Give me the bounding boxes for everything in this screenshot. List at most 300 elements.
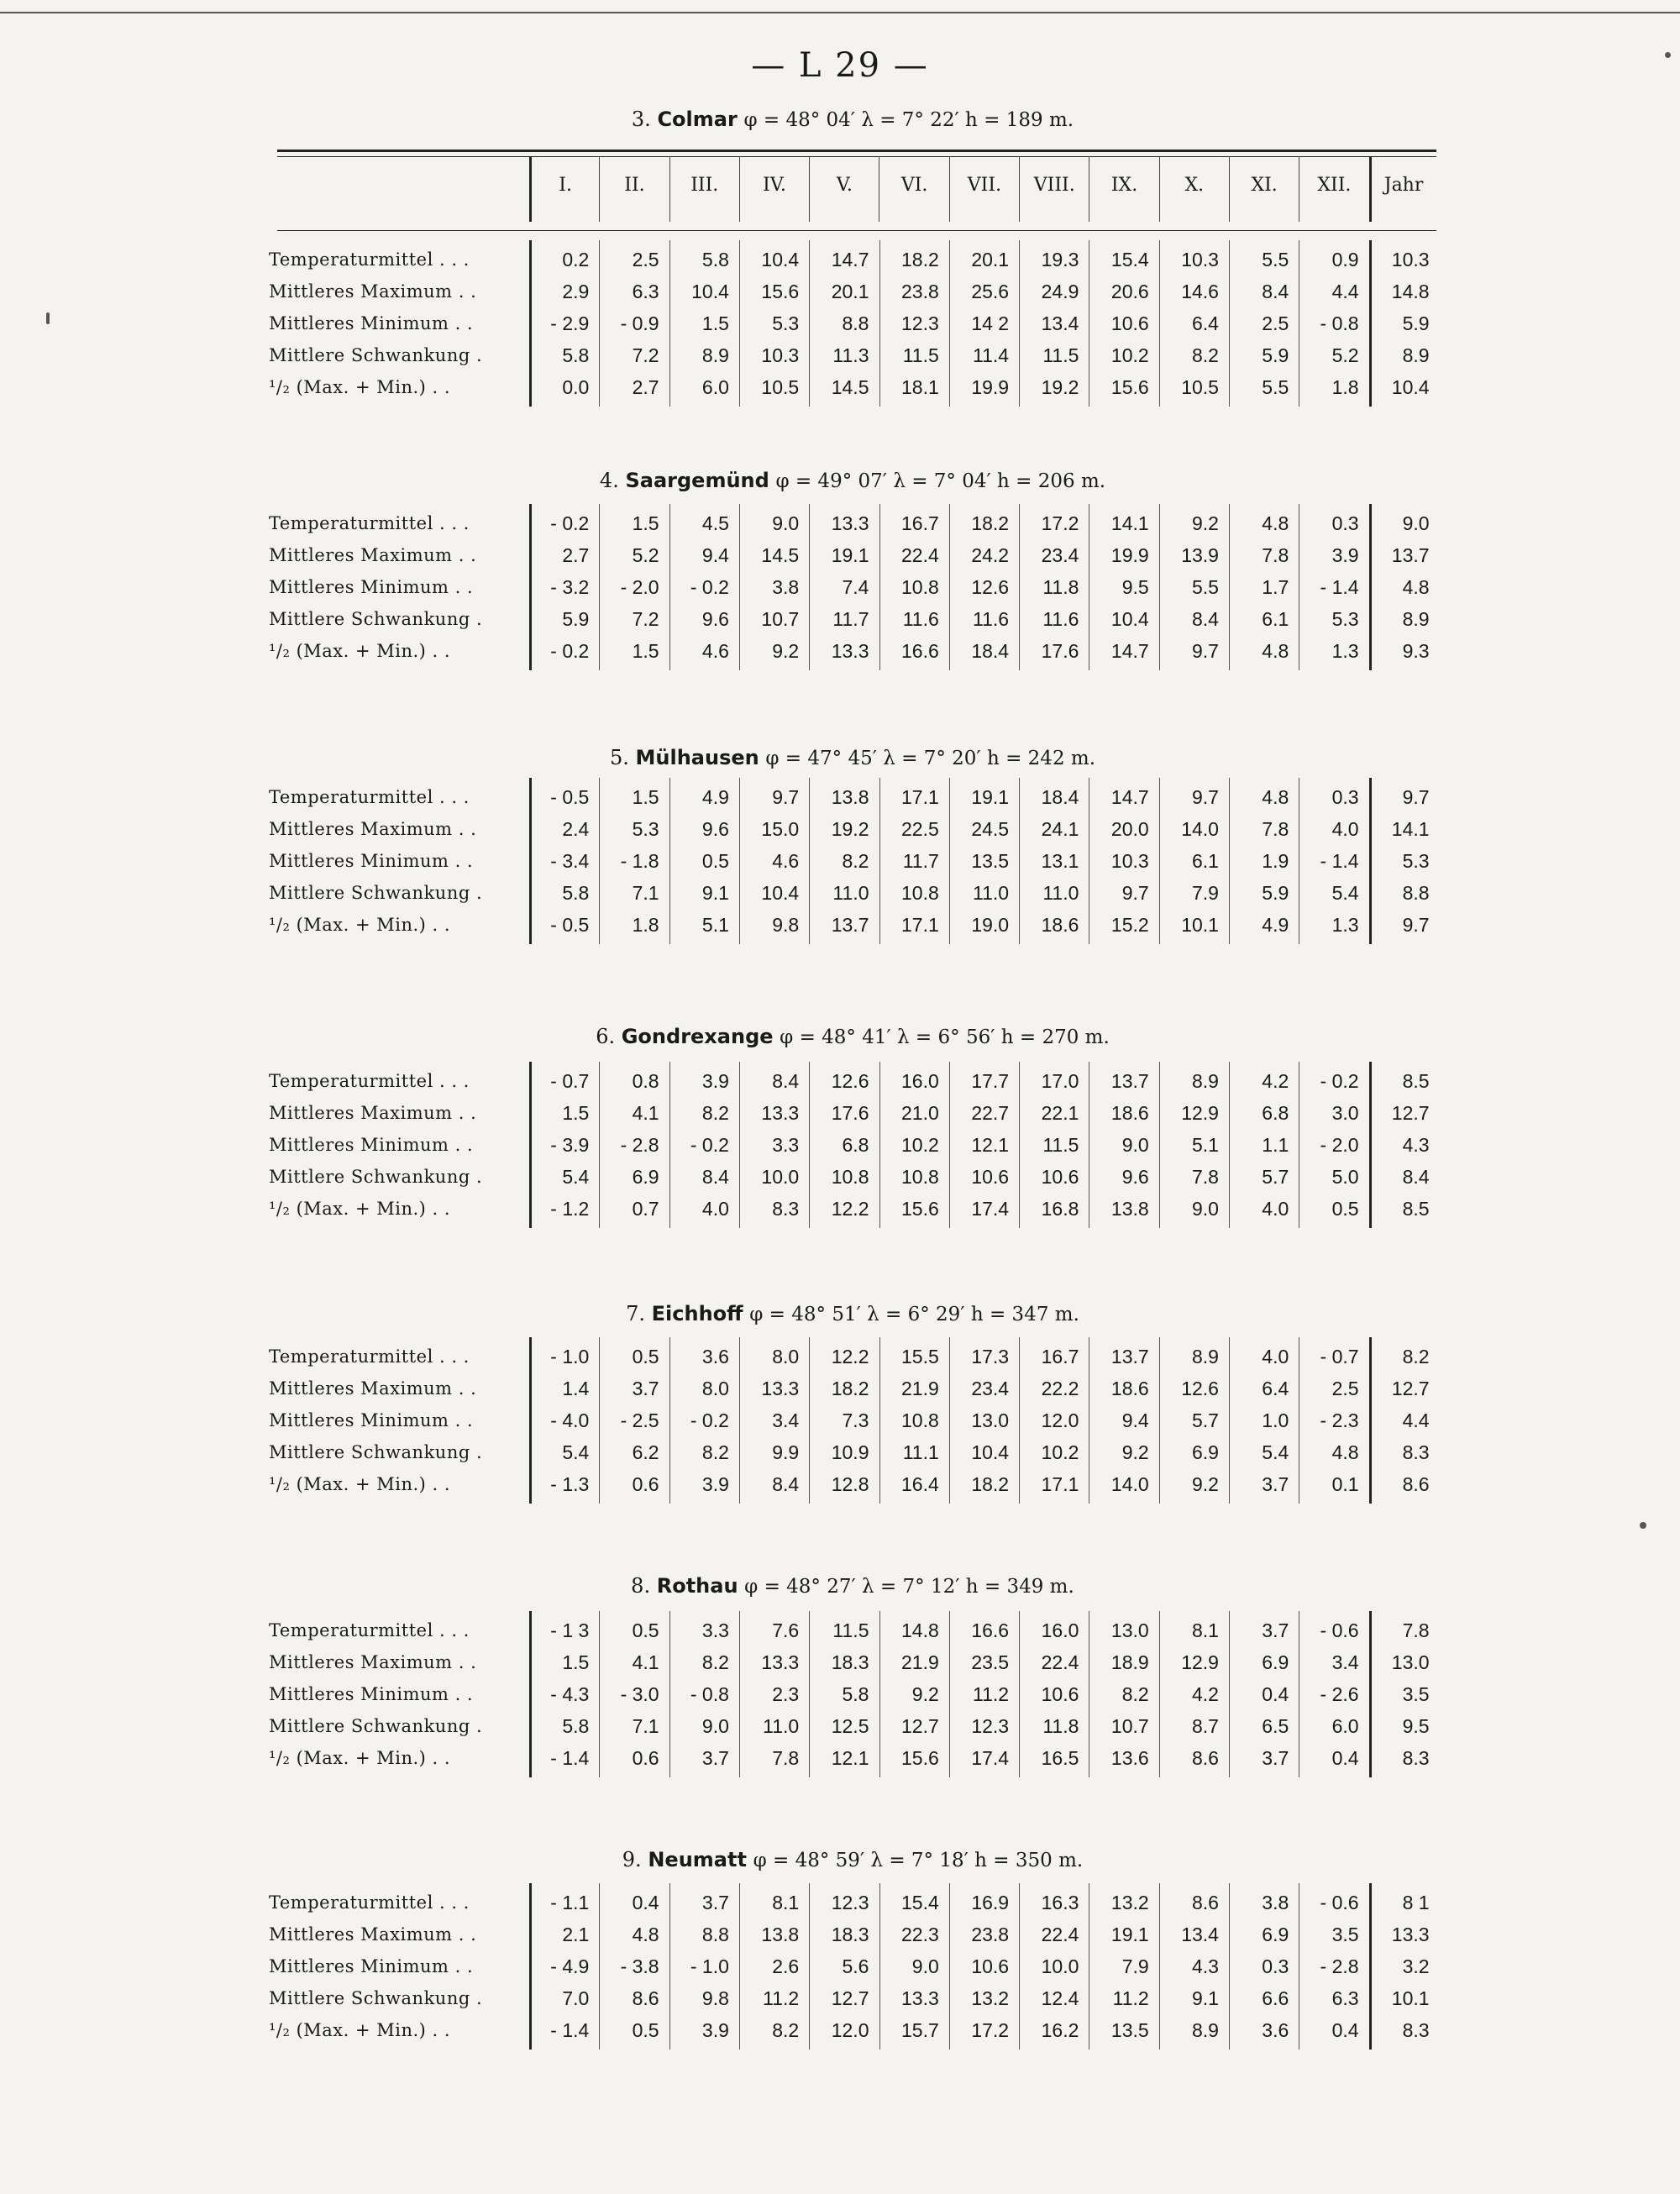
month-value-cell: 0.5 [632,2018,659,2041]
column-rule [1229,778,1230,944]
month-value-cell: 9.2 [772,639,800,662]
month-value-cell: 14.0 [1181,817,1219,840]
month-value-cell: 6.6 [1262,1987,1289,2009]
table-row [269,507,1445,539]
month-value-cell: 8.4 [1262,280,1289,302]
month-value-cell: 11.5 [832,1619,869,1641]
table-row [269,1982,1445,2014]
month-value-cell: 5.8 [701,248,729,270]
month-value-cell: 9.1 [701,881,729,904]
month-value-cell: 18.6 [1110,1101,1149,1124]
month-value-cell: - 0.2 [690,1133,729,1156]
month-value-cell: 4.0 [1262,1197,1289,1220]
station-section-rothau [269,1574,1436,1826]
year-value-cell: 8.9 [1402,607,1430,630]
month-value-cell: - 2.8 [1320,1955,1359,1977]
column-rule [669,1062,670,1228]
month-value-cell: 4.0 [1331,817,1359,840]
month-value-cell: 0.6 [632,1746,659,1769]
column-rule [1369,778,1372,944]
month-value-cell: 0.9 [1331,248,1359,270]
month-value-cell: - 3.8 [620,1955,659,1977]
column-rule [669,778,670,944]
month-header: III. [669,156,739,222]
month-value-cell: 9.8 [772,913,800,936]
row-label: Temperaturmittel . . . [269,1346,470,1367]
column-rule [739,1883,740,2050]
month-value-cell: 12.3 [831,1891,869,1913]
month-value-cell: 16.7 [901,512,939,534]
month-value-cell: 3.8 [772,575,800,598]
month-value-cell: 3.7 [632,1377,659,1399]
year-value-cell: 8.6 [1402,1472,1430,1495]
year-value-cell: 9.5 [1402,1714,1430,1737]
month-value-cell: - 0.2 [550,639,590,662]
month-value-cell: 10.4 [971,1441,1010,1463]
column-rule [739,504,740,670]
month-value-cell: 25.6 [971,280,1010,302]
month-value-cell: 2.1 [562,1923,590,1945]
column-rule [949,1337,950,1504]
data-table [269,781,1445,941]
month-value-cell: 10.2 [1041,1441,1079,1463]
month-value-cell: 6.5 [1262,1714,1289,1737]
column-rule [809,1883,810,2050]
section-title [269,1848,1436,1871]
month-value-cell: 5.9 [1262,344,1289,366]
column-rule [1369,1062,1372,1228]
month-value-cell: 12.6 [971,575,1010,598]
month-value-cell: 17.1 [901,913,939,936]
row-label: ¹/₂ (Max. + Min.) . . [269,377,451,397]
month-value-cell: 16.5 [1041,1746,1079,1769]
month-value-cell: 10.8 [831,1165,869,1188]
row-label: Temperaturmittel . . . [269,1620,470,1640]
month-value-cell: 20.6 [1110,280,1149,302]
year-value-cell: 5.3 [1402,849,1430,872]
column-rule [949,778,950,944]
month-value-cell: 11.5 [1042,344,1079,366]
month-value-cell: 9.0 [772,512,800,534]
month-value-cell: 10.3 [1181,248,1219,270]
table-row [269,307,1445,339]
month-value-cell: 1.3 [1331,639,1359,662]
month-value-cell: 17.6 [1041,639,1079,662]
row-label: Temperaturmittel . . . [269,1071,470,1091]
month-value-cell: 22.4 [1041,1923,1079,1945]
station-section-colmar [269,108,1436,427]
month-value-cell: 11.4 [973,344,1010,366]
month-value-cell: 12.7 [901,1714,939,1737]
month-value-cell: 12.1 [971,1133,1010,1156]
year-value-cell: 4.8 [1402,575,1430,598]
month-value-cell: 1.5 [632,785,659,808]
month-value-cell: 7.2 [632,344,659,366]
column-rule [739,778,740,944]
column-rule [739,1062,740,1228]
month-header: IV. [739,156,809,222]
month-value-cell: 11.0 [973,881,1010,904]
row-label: Mittleres Maximum . . [269,1924,477,1945]
table-row [269,1341,1445,1373]
month-value-cell: 18.6 [1110,1377,1149,1399]
month-value-cell: 11.6 [973,607,1010,630]
month-value-cell: 2.7 [632,375,659,398]
year-value-cell: 8.3 [1402,1441,1430,1463]
month-value-cell: - 2.6 [1320,1682,1359,1705]
month-value-cell: 14.6 [1181,280,1219,302]
month-value-cell: 11.7 [902,849,939,872]
month-value-cell: 14.1 [1110,512,1149,534]
month-value-cell: 8.1 [772,1891,800,1913]
table-row [269,1646,1445,1678]
data-table [269,1065,1445,1225]
month-value-cell: 16.0 [1041,1619,1079,1641]
table-row [269,1742,1445,1774]
month-value-cell: - 1.4 [550,2018,590,2041]
month-value-cell: 11.0 [1042,881,1079,904]
month-value-cell: - 4.0 [550,1409,590,1431]
month-value-cell: 13.8 [1110,1197,1149,1220]
year-value-cell: 3.2 [1402,1955,1430,1977]
month-header: IX. [1089,156,1158,222]
column-rule [809,504,810,670]
station-section-muelhausen [269,746,1436,998]
year-value-cell: 13.3 [1391,1923,1430,1945]
month-value-cell: 13.3 [831,639,869,662]
month-value-cell: - 4.9 [550,1955,590,1977]
month-value-cell: 15.4 [1110,248,1149,270]
month-value-cell: 24.2 [971,543,1010,566]
month-value-cell: 1.1 [1262,1133,1289,1156]
month-value-cell: 15.0 [761,817,800,840]
month-value-cell: 7.2 [632,607,659,630]
row-label: Mittleres Minimum . . [269,1956,474,1976]
scan-speck [46,312,50,324]
month-value-cell: 13.2 [971,1987,1010,2009]
month-value-cell: 2.7 [562,543,590,566]
month-value-cell: 12.2 [831,1197,869,1220]
month-value-cell: 5.3 [772,312,800,334]
month-value-cell: - 2.5 [620,1409,659,1431]
station-name: Colmar [657,108,738,131]
month-value-cell: 17.2 [971,2018,1010,2041]
month-value-cell: 6.8 [1262,1101,1289,1124]
month-value-cell: 3.6 [701,1345,729,1367]
month-value-cell: 19.2 [1041,375,1079,398]
row-label: ¹/₂ (Max. + Min.) . . [269,1748,451,1768]
month-value-cell: 6.2 [632,1441,659,1463]
column-rule [669,1883,670,2050]
month-value-cell: 0.4 [1331,2018,1359,2041]
month-value-cell: 23.5 [971,1651,1010,1673]
month-value-cell: 11.7 [832,607,869,630]
month-value-cell: 22.5 [901,817,939,840]
column-rule [879,1611,880,1777]
month-value-cell: 12.1 [831,1746,869,1769]
table-row [269,1436,1445,1468]
month-value-cell: 4.9 [1262,913,1289,936]
station-section-saargemuend [269,469,1436,721]
month-value-cell: 18.3 [831,1651,869,1673]
month-value-cell: 7.8 [1191,1165,1219,1188]
month-value-cell: 5.0 [1331,1165,1359,1188]
table-row [269,635,1445,667]
table-row [269,1161,1445,1193]
month-value-cell: 11.2 [1112,1987,1149,2009]
month-value-cell: 7.0 [562,1987,590,2009]
station-coordinates: φ = 48° 51′ λ = 6° 29′ h = 347 m. [749,1304,1079,1325]
month-value-cell: 10.8 [901,881,939,904]
month-value-cell: 13.4 [1041,312,1079,334]
month-value-cell: - 0.6 [1320,1619,1359,1641]
month-value-cell: 11.8 [1042,575,1079,598]
month-value-cell: 23.8 [901,280,939,302]
page-number: — L 29 — [751,46,929,85]
month-value-cell: 19.1 [971,785,1010,808]
column-rule [809,240,810,407]
month-value-cell: 1.5 [701,312,729,334]
month-value-cell: 10.6 [971,1165,1010,1188]
month-value-cell: 5.4 [1262,1441,1289,1463]
month-value-cell: - 1 3 [550,1619,590,1641]
month-value-cell: 5.5 [1191,575,1219,598]
month-value-cell: 11.3 [832,344,869,366]
column-rule [599,1337,600,1504]
column-rule [1229,1337,1230,1504]
month-value-cell: 12.0 [1041,1409,1079,1431]
month-value-cell: - 1.4 [550,1746,590,1769]
month-value-cell: 9.2 [1191,512,1219,534]
year-value-cell: 13.0 [1391,1651,1430,1673]
row-label: Mittlere Schwankung . [269,1988,483,2008]
month-value-cell: 3.9 [701,1069,729,1092]
year-value-cell: 3.5 [1402,1682,1430,1705]
month-value-cell: 9.0 [701,1714,729,1737]
month-value-cell: 22.2 [1041,1377,1079,1399]
month-value-cell: 9.7 [1191,639,1219,662]
month-value-cell: 12.3 [971,1714,1010,1737]
month-value-cell: 10.5 [761,375,800,398]
section-number: 8. [631,1574,651,1598]
month-value-cell: 5.4 [1331,881,1359,904]
month-value-cell: - 2.9 [550,312,590,334]
station-section-gondrexange [269,1025,1436,1277]
month-value-cell: 22.4 [901,543,939,566]
month-value-cell: 4.0 [701,1197,729,1220]
month-value-cell: 17.7 [971,1069,1010,1092]
month-value-cell: 9.9 [772,1441,800,1463]
month-value-cell: 10.8 [901,575,939,598]
table-row [269,1097,1445,1129]
month-value-cell: 12.6 [1181,1377,1219,1399]
column-rule [599,778,600,944]
table-row [269,877,1445,909]
station-coordinates: φ = 49° 07′ λ = 7° 04′ h = 206 m. [775,470,1106,492]
column-rule [1229,1883,1230,2050]
month-value-cell: - 0.7 [1320,1345,1359,1367]
section-number: 7. [626,1302,646,1325]
month-value-cell: 16.8 [1041,1197,1079,1220]
column-rule [599,1062,600,1228]
month-value-cell: 7.8 [1262,543,1289,566]
month-value-cell: - 2.0 [620,575,659,598]
column-rule [1159,1883,1160,2050]
month-value-cell: 9.6 [1121,1165,1149,1188]
month-value-cell: 6.1 [1262,607,1289,630]
column-rule [879,1883,880,2050]
station-name: Saargemünd [625,469,769,492]
month-value-cell: 7.1 [632,1714,659,1737]
month-header: V. [809,156,879,222]
month-value-cell: 7.9 [1191,881,1219,904]
month-value-cell: 15.6 [761,280,800,302]
column-rule [879,240,880,407]
month-value-cell: 11.6 [1042,607,1079,630]
month-value-cell: 14.5 [761,543,800,566]
month-value-cell: - 1.2 [550,1197,590,1220]
month-value-cell: 7.8 [772,1746,800,1769]
column-rule [809,1611,810,1777]
month-value-cell: 18.2 [831,1377,869,1399]
month-value-cell: 9.6 [701,607,729,630]
month-value-cell: 1.5 [562,1101,590,1124]
month-value-cell: 16.6 [971,1619,1010,1641]
month-value-cell: 5.1 [1191,1133,1219,1156]
table-row [269,244,1445,276]
section-title [269,108,1436,131]
section-number: 4. [599,469,619,492]
month-value-cell: 14.7 [1110,785,1149,808]
month-value-cell: 5.2 [632,543,659,566]
year-value-cell: 4.3 [1402,1133,1430,1156]
row-label: Mittlere Schwankung . [269,609,483,629]
row-label: Temperaturmittel . . . [269,787,470,807]
month-value-cell: 14.8 [901,1619,939,1641]
month-value-cell: 9.0 [911,1955,939,1977]
month-value-cell: 6.0 [701,375,729,398]
column-rule [949,240,950,407]
month-value-cell: 20.1 [971,248,1010,270]
month-value-cell: 24.5 [971,817,1010,840]
month-value-cell: 1.7 [1262,575,1289,598]
month-value-cell: 3.7 [701,1746,729,1769]
row-label: Mittleres Maximum . . [269,819,477,839]
month-value-cell: 19.9 [1110,543,1149,566]
month-value-cell: 3.0 [1331,1101,1359,1124]
month-value-cell: 3.3 [701,1619,729,1641]
month-value-cell: 4.8 [1262,639,1289,662]
month-value-cell: 3.6 [1262,2018,1289,2041]
column-rule [1229,1062,1230,1228]
month-value-cell: 15.6 [1110,375,1149,398]
month-value-cell: 9.4 [701,543,729,566]
month-value-cell: 13.3 [831,512,869,534]
month-value-cell: 0.1 [1331,1472,1359,1495]
month-value-cell: 11.2 [973,1682,1010,1705]
month-value-cell: 16.4 [901,1472,939,1495]
month-value-cell: 12.5 [831,1714,869,1737]
year-value-cell: 8.2 [1402,1345,1430,1367]
month-value-cell: 10.3 [1110,849,1149,872]
month-value-cell: 3.7 [701,1891,729,1913]
year-value-cell: 9.0 [1402,512,1430,534]
month-value-cell: 5.3 [632,817,659,840]
month-value-cell: 13.7 [1110,1345,1149,1367]
column-rule [809,778,810,944]
station-coordinates: φ = 48° 04′ λ = 7° 22′ h = 189 m. [743,109,1074,131]
column-rule [1019,1883,1020,2050]
data-table [269,244,1445,403]
month-value-cell: 7.1 [632,881,659,904]
month-value-cell: 2.3 [772,1682,800,1705]
month-value-cell: 12.0 [831,2018,869,2041]
row-label: Mittleres Minimum . . [269,851,474,871]
table-row [269,781,1445,813]
table-row [269,1678,1445,1710]
row-label: Mittleres Minimum . . [269,577,474,597]
month-value-cell: 13.7 [1110,1069,1149,1092]
month-value-cell: 10.6 [1041,1165,1079,1188]
column-rule [529,778,532,944]
month-value-cell: 9.2 [911,1682,939,1705]
month-value-cell: 8.2 [701,1651,729,1673]
month-value-cell: 9.4 [1121,1409,1149,1431]
month-value-cell: 19.1 [831,543,869,566]
month-value-cell: 4.2 [1191,1682,1219,1705]
month-value-cell: 15.6 [901,1746,939,1769]
column-rule [1019,778,1020,944]
month-value-cell: 13.7 [831,913,869,936]
year-value-cell: 10.4 [1391,375,1430,398]
month-value-cell: 6.9 [632,1165,659,1188]
column-rule [949,1062,950,1228]
month-value-cell: - 3.2 [550,575,590,598]
month-value-cell: 8.9 [1191,1345,1219,1367]
row-label: Mittlere Schwankung . [269,883,483,903]
month-value-cell: 17.4 [971,1746,1010,1769]
table-row [269,339,1445,371]
month-value-cell: 0.4 [1262,1682,1289,1705]
month-value-cell: 8.4 [1191,607,1219,630]
section-title [269,1302,1436,1325]
section-title [269,469,1436,492]
year-value-cell: 9.7 [1402,785,1430,808]
month-value-cell: - 2.0 [1320,1133,1359,1156]
column-rule [1159,504,1160,670]
month-value-cell: 15.2 [1110,913,1149,936]
month-value-cell: 8.2 [1191,344,1219,366]
month-value-cell: - 3.0 [620,1682,659,1705]
month-value-cell: 4.9 [701,785,729,808]
station-name: Gondrexange [621,1025,774,1048]
month-value-cell: - 1.8 [620,849,659,872]
column-rule [529,1062,532,1228]
month-value-cell: - 0.8 [1320,312,1359,334]
month-value-cell: 3.9 [1331,543,1359,566]
month-value-cell: 8.6 [632,1987,659,2009]
month-value-cell: 10.2 [901,1133,939,1156]
section-title [269,1025,1436,1048]
month-value-cell: 3.9 [701,2018,729,2041]
column-rule [669,504,670,670]
month-value-cell: 8.2 [772,2018,800,2041]
column-rule [809,1062,810,1228]
month-value-cell: 9.5 [1121,575,1149,598]
month-value-cell: 10.4 [691,280,729,302]
row-label: Mittlere Schwankung . [269,1167,483,1187]
month-value-cell: 9.1 [1191,1987,1219,2009]
